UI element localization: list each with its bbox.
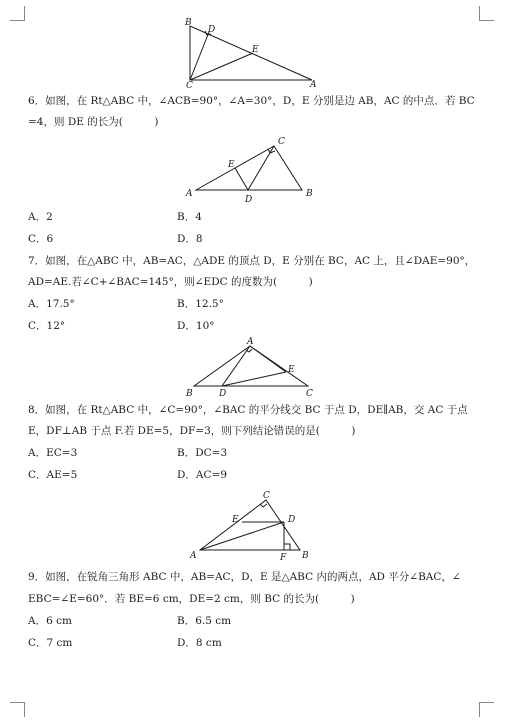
label-A: A [247,337,254,347]
label-D: D [288,515,296,525]
crop-mark-top-left [10,6,25,21]
q6-stem-line2: =4，则 DE 的长为( ) [28,116,159,128]
figure-q6-triangle [182,134,322,206]
figure-q7-triangle [182,336,322,400]
q8-option-a[interactable]: A．EC=3 [28,447,78,459]
q7-stem-line1: 7．如图，在△ABC 中，AB=AC，△ADE 的顶点 D，E 分别在 BC，AC 上，且∠DAE=90°， [28,255,476,267]
label-A: A [190,551,197,561]
q6-option-a[interactable]: A．2 [28,211,53,223]
q7-option-d[interactable]: D．10° [177,320,215,332]
label-B: B [306,189,313,199]
label-A: A [186,189,193,199]
q6-option-d[interactable]: D．8 [177,233,203,245]
label-D: D [245,195,253,205]
crop-mark-bottom-left [10,702,25,717]
q7-option-c[interactable]: C．12° [28,320,66,332]
label-E: E [288,365,295,375]
label-D: D [219,389,227,399]
label-C: C [263,491,270,501]
label-B: B [302,551,309,561]
q9-option-b[interactable]: B．6.5 cm [177,615,232,627]
figure-q8-triangle [184,488,324,564]
label-A: A [310,80,317,88]
q9-stem-line2: EBC=∠E=60°．若 BE=6 cm，DE=2 cm，则 BC 的长为( ) [28,593,355,605]
figure-top-triangle [180,14,330,88]
q8-option-d[interactable]: D．AC=9 [177,469,228,481]
q8-stem-line2: E，DF⊥AB 于点 F.若 DE=5，DF=3，则下列结论错误的是( ) [28,425,356,437]
q9-option-d[interactable]: D．8 cm [177,637,222,649]
q7-stem-line2: AD=AE.若∠C+∠BAC=145°，则∠EDC 的度数为( ) [28,276,313,288]
q8-option-c[interactable]: C．AE=5 [28,469,78,481]
q9-option-a[interactable]: A．6 cm [28,615,72,627]
label-E: E [232,515,239,525]
q9-option-c[interactable]: C．7 cm [28,637,73,649]
crop-mark-bottom-right [479,702,494,717]
q6-option-b[interactable]: B．4 [177,211,202,223]
label-C: C [186,81,193,88]
q6-stem-line1: 6．如图，在 Rt△ABC 中，∠ACB=90°，∠A=30°，D，E 分别是边 AB，AC 的中点．若 BC [28,95,475,107]
q9-stem-line1: 9．如图，在锐角三角形 ABC 中，AB=AC，D，E 是△ABC 内的两点，AD 平分∠BAC，∠ [28,571,461,583]
q8-option-b[interactable]: B．DC=3 [177,447,228,459]
label-C: C [306,389,313,399]
label-B: B [186,389,193,399]
label-D: D [208,25,216,35]
label-E: E [252,45,259,55]
label-C: C [278,137,285,147]
label-F: F [280,553,287,563]
q6-option-c[interactable]: C．6 [28,233,54,245]
q8-stem-line1: 8．如图，在 Rt△ABC 中，∠C=90°，∠BAC 的平分线交 BC 于点 D，DE∥AB，交 AC 于点 [28,404,468,416]
label-E: E [228,160,235,170]
q7-option-b[interactable]: B．12.5° [177,298,224,310]
label-B: B [185,18,192,28]
crop-mark-top-right [479,6,494,21]
q7-option-a[interactable]: A．17.5° [28,298,75,310]
